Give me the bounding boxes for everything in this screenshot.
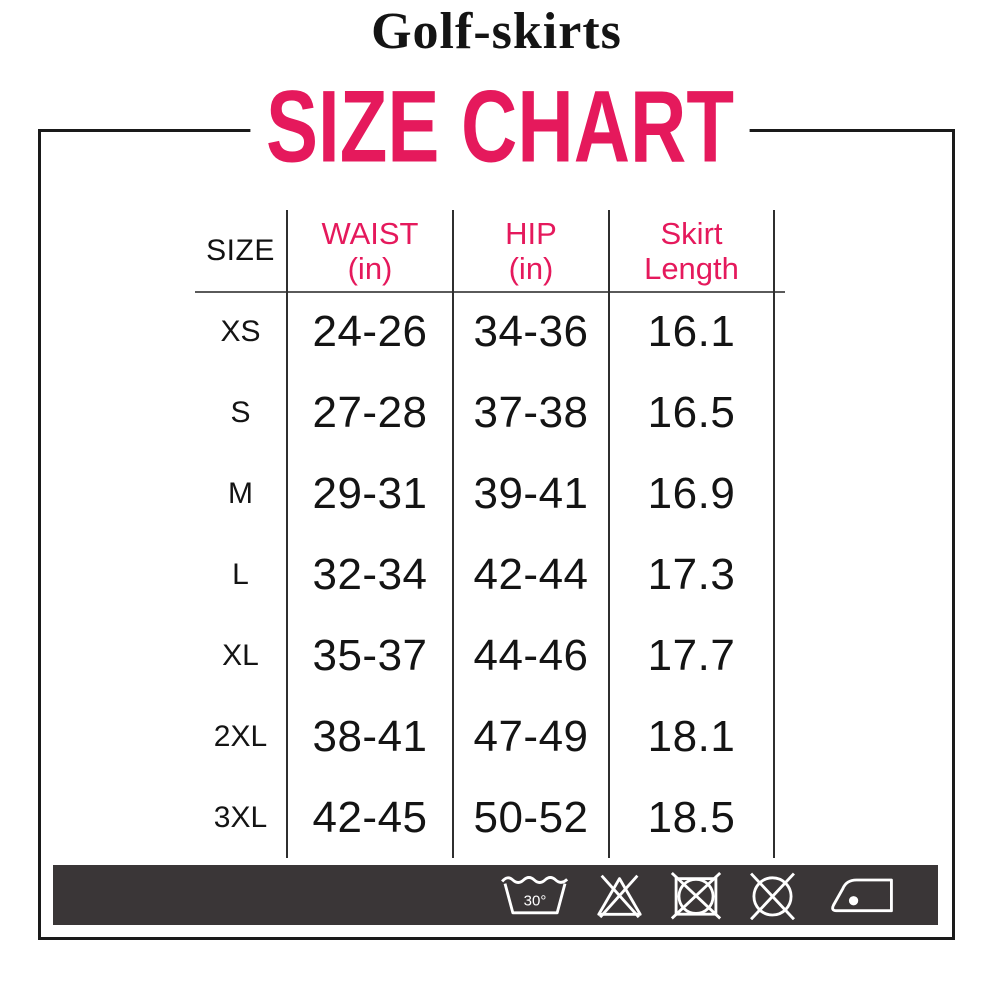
cell-size: L [232, 557, 249, 591]
column-header-waist [286, 210, 452, 292]
column-header-size: SIZE [206, 234, 275, 267]
column-header-skirt-line1: Skirt [660, 216, 723, 251]
cell-waist: 35-37 [286, 615, 452, 696]
cell-skirt-length: 16.9 [608, 454, 775, 535]
page-title [180, 69, 820, 185]
cell-skirt-length: 16.5 [608, 373, 775, 454]
cell-waist: 24-26 [286, 292, 452, 373]
column-header-hip-line2: (in) [508, 251, 554, 286]
cell-waist: 42-45 [286, 777, 452, 858]
cell-hip: 34-36 [452, 292, 608, 373]
cell-skirt-length: 18.5 [608, 777, 775, 858]
column-header-skirt-line2: Length [644, 251, 739, 286]
cell-hip: 47-49 [452, 696, 608, 777]
machine-wash-icon [500, 870, 570, 920]
brand-title: Golf-skirts [371, 3, 622, 60]
cell-size: 2XL [213, 719, 268, 753]
cell-size: XS [220, 315, 261, 349]
iron-low-heat-icon [822, 870, 898, 920]
wash-temperature-label: 30° [523, 892, 547, 910]
do-not-tumble-dry-icon [669, 870, 723, 920]
cell-hip: 44-46 [452, 615, 608, 696]
do-not-dry-clean-icon [746, 870, 799, 920]
column-header-skirt-length [608, 210, 775, 292]
column-header-waist-line2: (in) [347, 251, 393, 286]
cell-skirt-length: 17.7 [608, 615, 775, 696]
cell-hip: 39-41 [452, 454, 608, 535]
cell-waist: 29-31 [286, 454, 452, 535]
column-header-waist-line1: WAIST [321, 216, 419, 251]
do-not-bleach-icon [593, 870, 646, 920]
cell-hip: 37-38 [452, 373, 608, 454]
cell-size: S [230, 396, 251, 430]
cell-skirt-length: 17.3 [608, 535, 775, 616]
column-header-hip-line1: HIP [505, 216, 557, 251]
cell-hip: 50-52 [452, 777, 608, 858]
cell-hip: 42-44 [452, 535, 608, 616]
cell-skirt-length: 18.1 [608, 696, 775, 777]
cell-waist: 32-34 [286, 535, 452, 616]
cell-skirt-length: 16.1 [608, 292, 775, 373]
column-header-hip [452, 210, 608, 292]
care-instructions-bar [53, 865, 938, 925]
cell-size: 3XL [213, 800, 268, 834]
page-title-text: SIZE CHART [250, 75, 749, 179]
cell-waist: 27-28 [286, 373, 452, 454]
size-table [195, 210, 775, 858]
cell-size: XL [222, 638, 259, 672]
cell-waist: 38-41 [286, 696, 452, 777]
cell-size: M [228, 477, 253, 511]
